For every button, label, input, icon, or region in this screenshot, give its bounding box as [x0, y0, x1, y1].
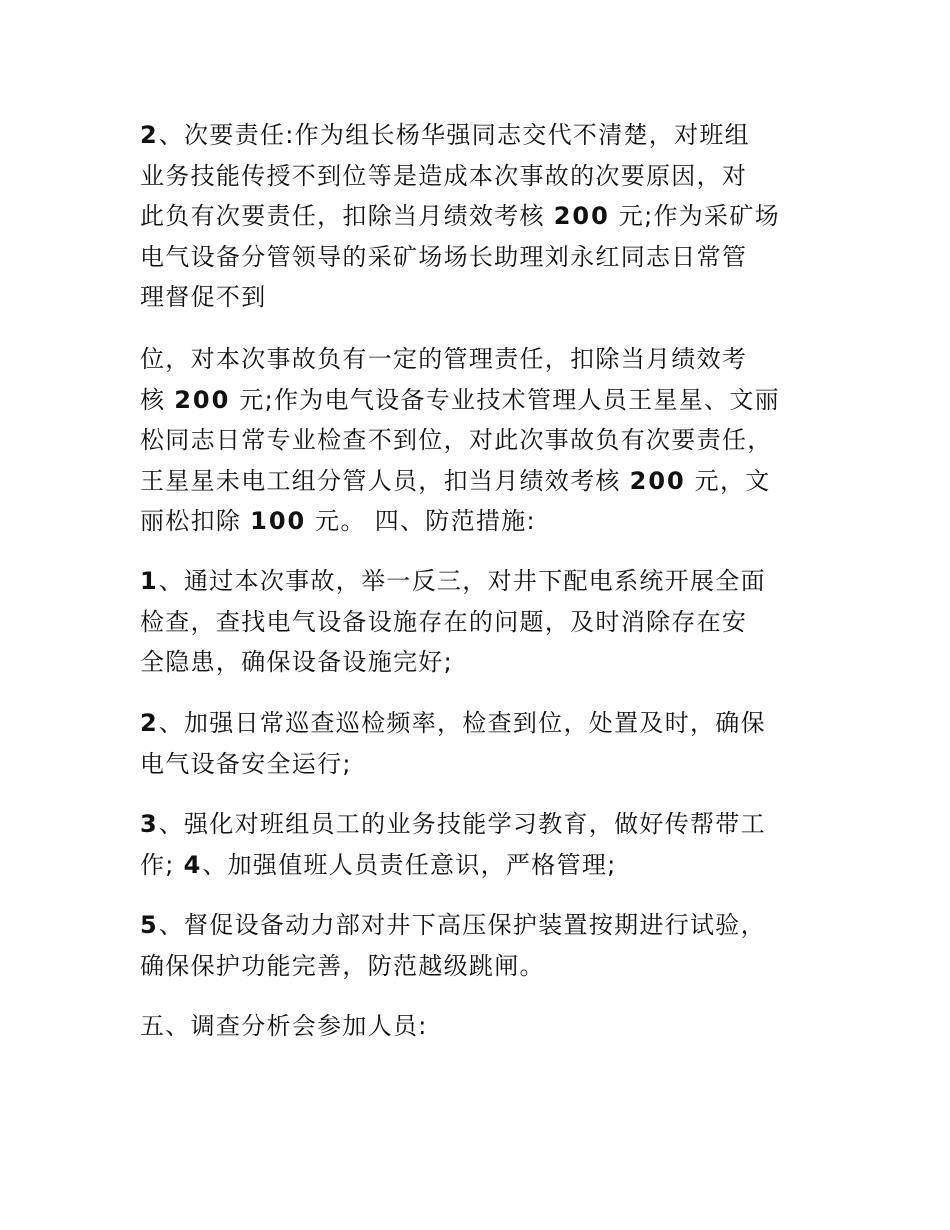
text-line	[140, 946, 820, 987]
section-heading-participants	[140, 1006, 820, 1047]
text-line	[140, 501, 820, 542]
line-text: 全隐患，确保设备设施完好;	[140, 648, 453, 676]
line-text: 松同志日常专业检查不到位，对此次事故负有次要责任，	[140, 426, 773, 454]
amount: 200	[553, 202, 610, 230]
text-line	[140, 703, 820, 744]
text-line	[140, 461, 820, 502]
list-number: 4	[183, 850, 203, 879]
text-line	[140, 156, 820, 197]
amount: 100	[250, 507, 307, 535]
list-number: 2	[140, 121, 159, 149]
paragraph-measure-3-4	[140, 804, 820, 885]
line-text: 核	[140, 385, 175, 414]
line-text: 五、调查分析会参加人员:	[140, 1012, 428, 1040]
amount: 200	[629, 466, 686, 495]
text-line	[140, 602, 820, 643]
text-line	[140, 744, 820, 785]
line-text: 、强化对班组员工的业务技能学习教育，做好传帮带工	[158, 810, 766, 838]
line-text: 、次要责任:作为组长杨华强同志交代不清楚，对班组	[158, 121, 750, 149]
text-line	[140, 1006, 820, 1047]
text-line	[140, 420, 820, 461]
line-text: 此负有次要责任，扣除当月绩效考核	[140, 202, 554, 230]
text-line	[140, 845, 820, 886]
text-line	[140, 196, 820, 237]
line-text: 位，对本次事故负有一定的管理责任，扣除当月绩效考	[140, 345, 748, 373]
line-text: 电气设备分管领导的采矿场场长助理刘永红同志日常管	[140, 242, 748, 271]
line-text: 元;作为采矿场	[609, 202, 780, 230]
list-number: 2	[140, 709, 159, 737]
line-text: 检查，查找电气设备设施存在的问题，及时消除存在安	[140, 607, 748, 636]
paragraph-secondary-responsibility	[140, 115, 820, 318]
line-text: 理督促不到	[140, 283, 267, 311]
paragraph-measure-5	[140, 905, 820, 986]
line-text: 丽松扣除	[140, 507, 251, 535]
line-text: 元;作为电气设备专业技术管理人员王星星、文丽	[230, 385, 780, 414]
line-text: 、通过本次事故，举一反三，对井下配电系统开展全面	[158, 567, 766, 595]
line-text: 、加强日常巡查巡检频率，检查到位，处置及时，确保	[158, 709, 766, 737]
paragraph-management-responsibility	[140, 339, 820, 542]
line-text: 元，文	[685, 466, 771, 495]
line-text: 业务技能传授不到位等是造成本次事故的次要原因，对	[140, 161, 748, 190]
list-number: 5	[140, 911, 159, 939]
text-line	[140, 804, 820, 845]
text-line	[140, 115, 820, 156]
text-line	[140, 561, 820, 602]
text-line	[140, 339, 820, 380]
text-line	[140, 277, 820, 318]
text-line	[140, 905, 820, 946]
paragraph-measure-1	[140, 561, 820, 683]
paragraph-measure-2	[140, 703, 820, 784]
line-text: 、加强值班人员责任意识，严格管理;	[202, 850, 617, 879]
text-line	[140, 380, 820, 421]
line-text: 王星星未电工组分管人员，扣当月绩效考核	[140, 466, 630, 495]
line-text: 、督促设备动力部对井下高压保护装置按期进行试验，	[158, 911, 766, 939]
line-text: 确保保护功能完善，防范越级跳闸。	[140, 951, 545, 980]
line-text: 电气设备安全运行;	[140, 749, 352, 778]
text-line	[140, 642, 820, 683]
list-number: 1	[140, 567, 159, 595]
list-number: 3	[140, 810, 159, 838]
line-text: 元。 四、防范措施:	[306, 507, 536, 535]
line-text: 作;	[140, 850, 184, 879]
text-line	[140, 237, 820, 278]
amount: 200	[174, 385, 231, 414]
